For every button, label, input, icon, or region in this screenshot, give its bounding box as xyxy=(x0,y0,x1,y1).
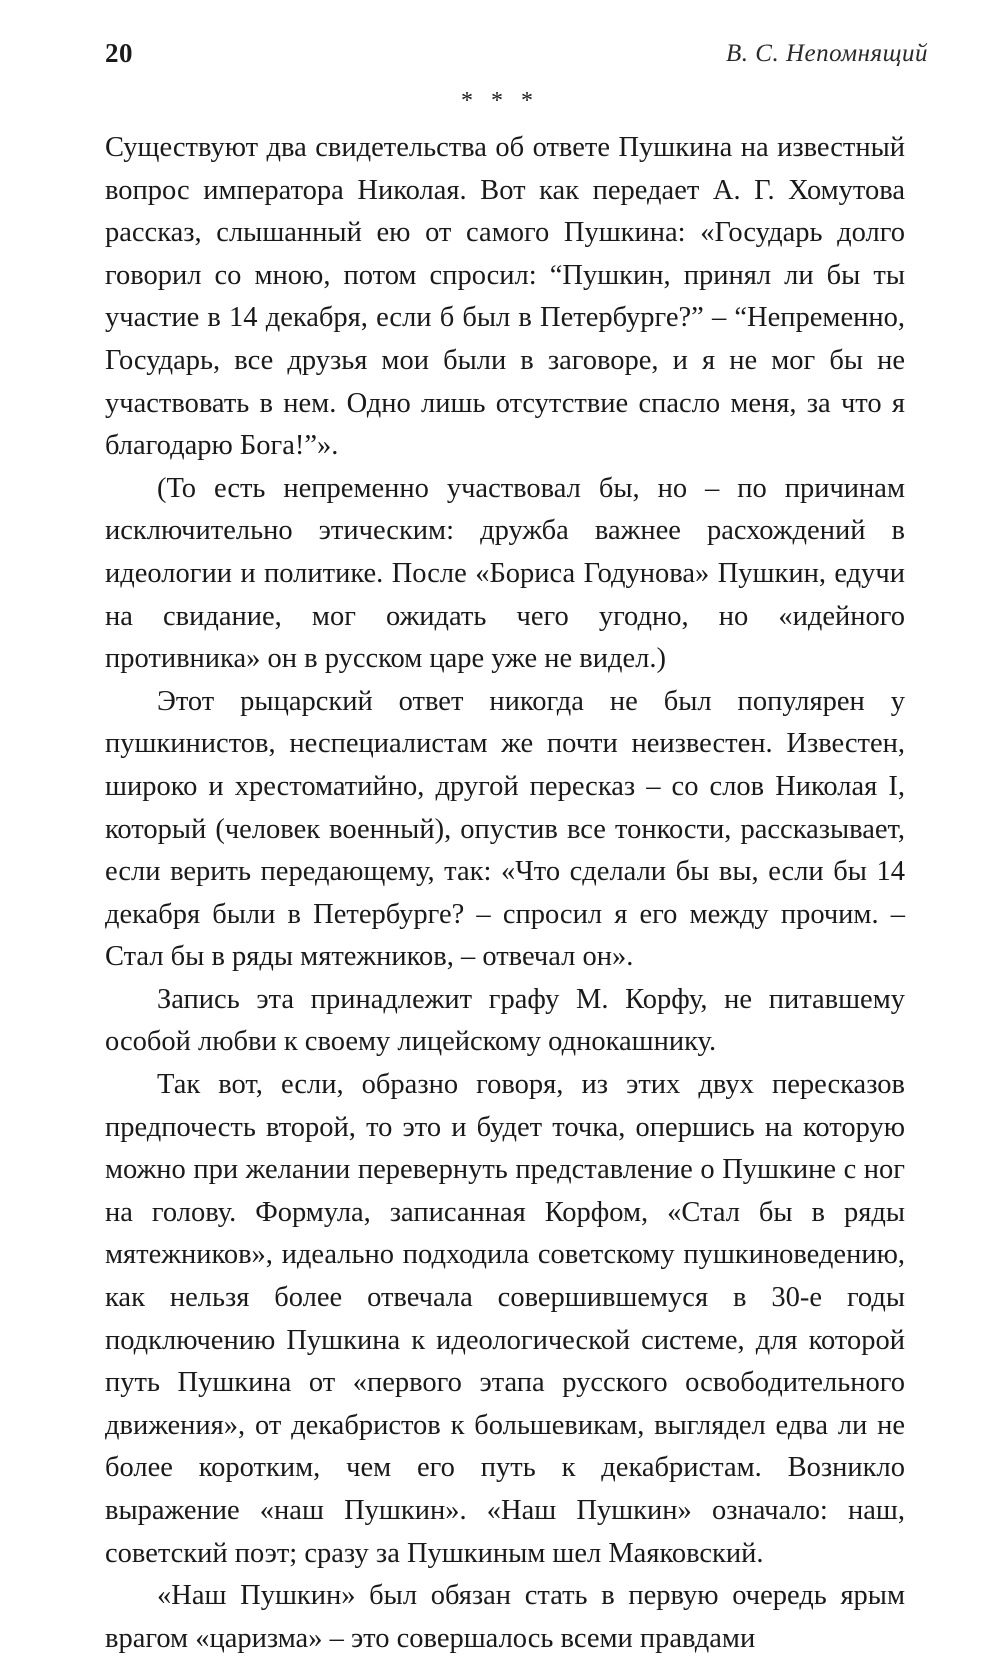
body-text xyxy=(105,127,905,1660)
paragraph: «Наш Пушкин» был обязан стать в первую очередь ярым врагом «царизма» – это совершалось всеми правдами xyxy=(105,1580,905,1654)
running-title: В. С. Непомнящий xyxy=(726,40,928,67)
paragraph: Так вот, если, образно говоря, из этих двух пересказов предпочесть второй, то это и будет точка, опершись на которую можно при желании перевернуть представление о Пушкине с ног на голову. Формула, записанная Корфом, «Стал бы в ряды мятежников», идеально подходила советскому пушкиноведению, как нельзя более отвечала совершившемуся в 30-е годы подключению Пушкина к идеологической системе, для которой путь Пушкина от «первого этапа русского освободительного движения», от декабристов к большевикам, выглядел едва ли не более коротким, чем его путь к декабристам. Возникло выражение «наш Пушкин». «Наш Пушкин» означало: наш, советский поэт; сразу за Пушкиным шел Маяковский. xyxy=(105,1069,905,1569)
paragraph: Запись эта принадлежит графу М. Корфу, не питавшему особой любви к своему лицейскому однокашнику. xyxy=(105,983,905,1058)
paragraph: (То есть непременно участвовал бы, но – по причинам исключительно этическим: дружба важнее расхождений в идеологии и политике. После «Бориса Годунова» Пушкин, едучи на свидание, мог ожидать чего угодно, но «идейного противника» он в русском царе уже не видел.) xyxy=(105,472,905,675)
page-number: 20 xyxy=(105,38,133,68)
paragraph: Существуют два свидетельства об ответе Пушкина на известный вопрос императора Николая. Вот как передает А. Г. Хомутова рассказ, слышанный ею от самого Пушкина: «Государь долго говорил со мною, потом спросил: “Пушкин, принял ли бы ты участие в 14 декабря, если б был в Петербурге?” – “Непременно, Государь, все друзья мои были в заговоре, и я не мог бы не участвовать в нем. Одно лишь отсутствие спасло меня, за что я благодарю Бога!”». xyxy=(105,132,905,462)
section-break: * * * xyxy=(461,88,539,114)
page-header xyxy=(105,38,928,78)
paragraph: Этот рыцарский ответ никогда не был популярен у пушкинистов, неспециалистам же почти неизвестен. Известен, широко и хрестоматийно, другой пересказ – со слов Николая I, который (человек военный), опустив все тонкости, рассказывает, если верить передающему, так: «Что сделали бы вы, если бы 14 декабря были в Петербурге? – спросил я его между прочим. – Стал бы в ряды мятежников, – отвечал он». xyxy=(105,685,905,973)
